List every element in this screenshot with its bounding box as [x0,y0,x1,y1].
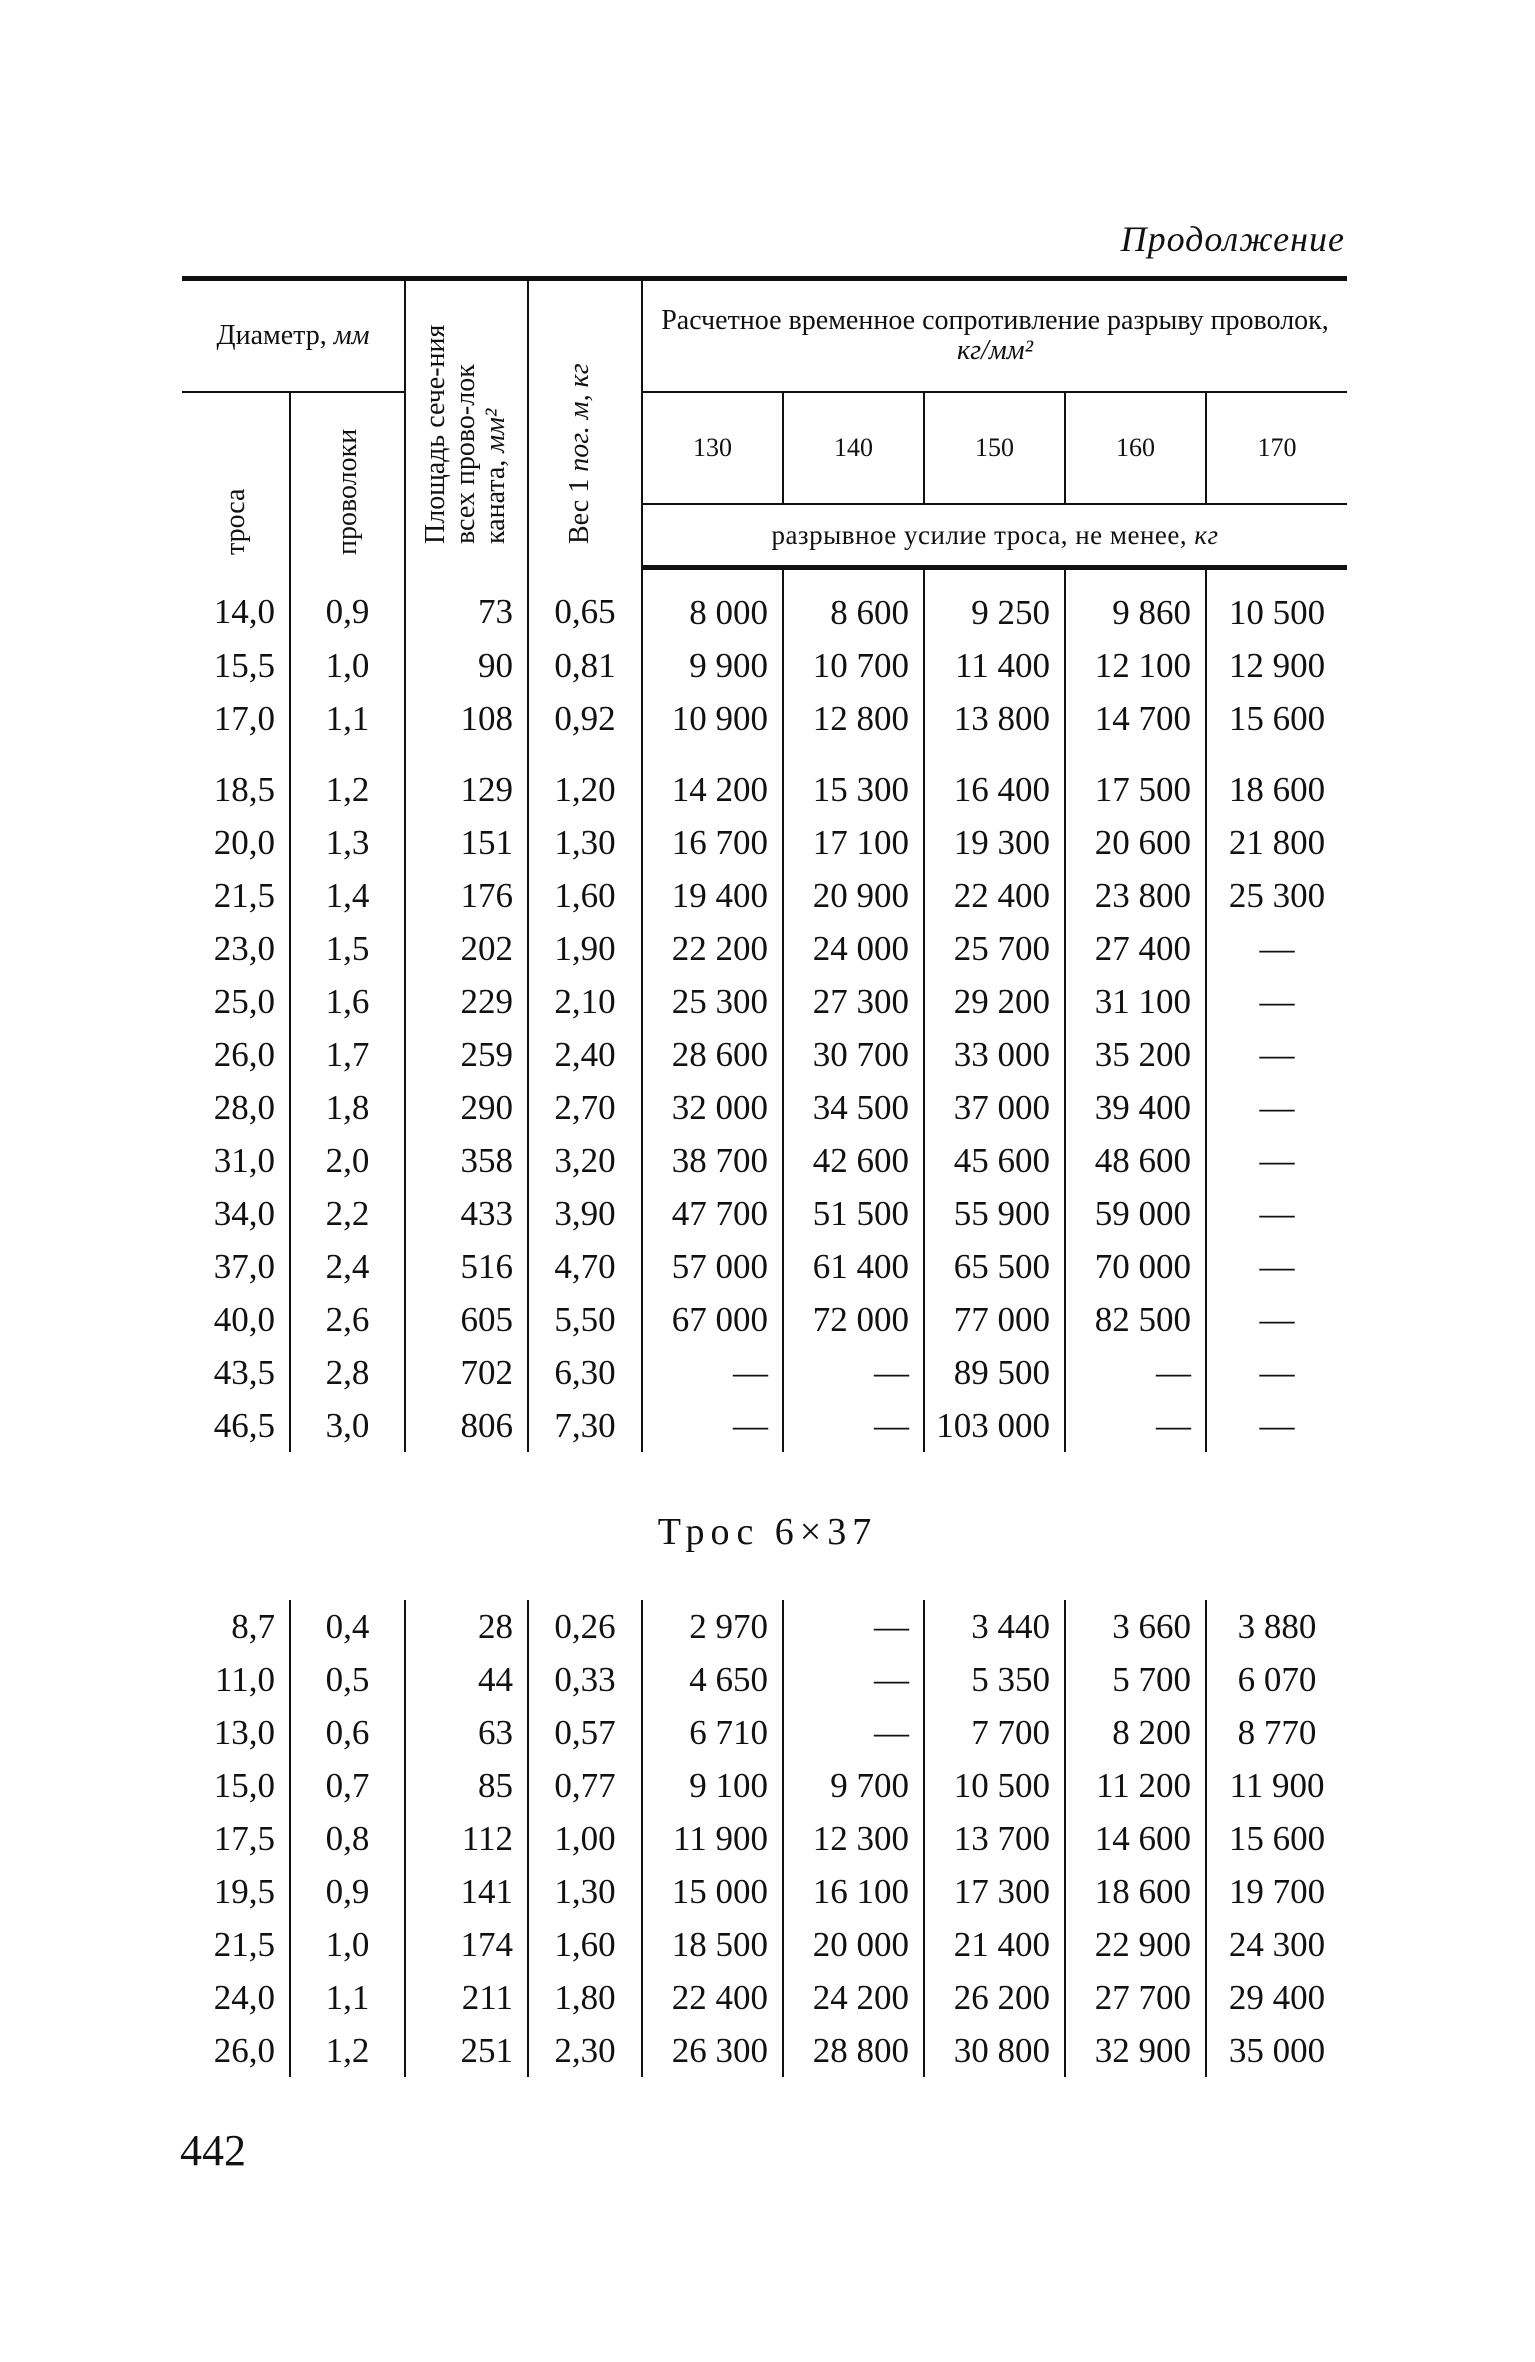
table-cell: 25,0 [213,982,275,1021]
table-cell: 34,0 [213,1194,275,1233]
table-cell: 32 900 [1065,2024,1206,2077]
table-cell: 12 900 [1206,639,1347,692]
rope-table [182,276,1347,1452]
table-cell: 9 100 [642,1759,783,1812]
table-cell: 19 300 [924,816,1065,869]
table-cell: 12 100 [1065,639,1206,692]
table-cell: 15 600 [1206,1812,1347,1865]
table-cell: 25 700 [924,922,1065,975]
table-cell: 30 700 [783,1028,924,1081]
table-cell: 202 [405,922,528,975]
table-cell: 4 650 [642,1653,783,1706]
table-cell: 21,5 [213,876,275,915]
table-cell: 15 300 [783,763,924,816]
table-cell: 28 600 [642,1028,783,1081]
table-cell: 259 [405,1028,528,1081]
table-cell: 251 [405,2024,528,2077]
table-cell: 1,6 [290,975,405,1028]
table-cell: 21 400 [924,1918,1065,1971]
table-cell: 38 700 [642,1134,783,1187]
table-cell: 1,60 [528,1918,642,1971]
table-cell: 25 300 [1206,869,1347,922]
table-cell: 18 500 [642,1918,783,1971]
table-cell: 16 700 [642,816,783,869]
table-row [182,869,1347,922]
table-cell: 40,0 [213,1300,275,1339]
table-cell: 176 [405,869,528,922]
table-cell: 17,5 [213,1819,275,1858]
table-row [182,1134,1347,1187]
table-cell: 90 [405,639,528,692]
spacer-cell [1206,745,1347,763]
spacer-cell [182,745,290,763]
table-cell: 1,20 [528,763,642,816]
table-cell: 0,6 [290,1706,405,1759]
table-cell: 17 300 [924,1865,1065,1918]
table-cell: 10 500 [924,1759,1065,1812]
table-cell: 8,7 [231,1607,275,1646]
table-cell: 129 [405,763,528,816]
table-cell: — [783,1346,924,1399]
table-cell: 33 000 [924,1028,1065,1081]
table-cell: 9 700 [783,1759,924,1812]
table-cell: 17 100 [783,816,924,869]
page-number: 442 [180,2126,246,2175]
table-cell: 61 400 [783,1240,924,1293]
table-cell: 0,65 [528,568,642,640]
table-cell: 19 700 [1206,1865,1347,1918]
table-cell: 48 600 [1065,1134,1206,1187]
table-cell: 5 700 [1065,1653,1206,1706]
table-cell: 1,80 [528,1971,642,2024]
table-cell: 24,0 [213,1978,275,2017]
rope-table-main [182,276,1347,1452]
table-row [182,1187,1347,1240]
table-cell: 290 [405,1081,528,1134]
table-cell: 15 000 [642,1865,783,1918]
table-cell: 63 [405,1706,528,1759]
table-row [182,1346,1347,1399]
table-cell: 1,7 [290,1028,405,1081]
table-cell: 0,26 [528,1600,642,1653]
table-cell: 32 000 [642,1081,783,1134]
table-cell: 14 200 [642,763,783,816]
header-grade-150: 150 [924,392,1065,504]
table-cell: — [1206,1240,1347,1293]
table-row [182,1600,1347,1653]
table-cell: 46,5 [213,1406,275,1445]
table-cell: 23 800 [1065,869,1206,922]
table-cell: 2,4 [290,1240,405,1293]
header-strength: Расчетное временное сопротивление разрыву проволок, кг/мм² [642,281,1347,392]
table1-body [182,568,1347,1453]
header-breaking-force: разрывное усилие троса, не менее, кг [642,504,1347,568]
table-row [182,1028,1347,1081]
header-grade-170: 170 [1206,392,1347,504]
table-cell: 17 500 [1065,763,1206,816]
table-row [182,1865,1347,1918]
table-cell: 1,30 [528,816,642,869]
table-cell: — [642,1399,783,1452]
table-cell: 47 700 [642,1187,783,1240]
table-cell: 151 [405,816,528,869]
table-cell: 9 900 [642,639,783,692]
table-cell: 82 500 [1065,1293,1206,1346]
table-cell: — [1206,1028,1347,1081]
table-cell: 22 400 [924,869,1065,922]
table-cell: 1,1 [290,692,405,745]
table-cell: 7,30 [528,1399,642,1452]
table-row [182,1759,1347,1812]
table-cell: 43,5 [213,1353,275,1392]
table-cell: 1,00 [528,1812,642,1865]
table-cell: 13,0 [213,1713,275,1752]
table-row [182,1812,1347,1865]
table-cell: 65 500 [924,1240,1065,1293]
table-cell: — [783,1399,924,1452]
table-cell: 73 [405,568,528,640]
table-row [182,2024,1347,2077]
table-cell: 27 400 [1065,922,1206,975]
table-cell: 6,30 [528,1346,642,1399]
table-cell: 2,8 [290,1346,405,1399]
table-cell: 18,5 [213,770,275,809]
header-weight: Вес 1 пог. м, кг [528,281,642,568]
table-cell: 14,0 [213,591,275,631]
table-cell: 26,0 [213,2031,275,2070]
table-cell: 21,5 [213,1925,275,1964]
table-cell: 24 300 [1206,1918,1347,1971]
table-row [182,639,1347,692]
table-cell: 8 200 [1065,1706,1206,1759]
table-cell: 702 [405,1346,528,1399]
table-cell: 1,60 [528,869,642,922]
spacer-cell [528,745,642,763]
table-cell: 30 800 [924,2024,1065,2077]
table-cell: 85 [405,1759,528,1812]
table-cell: — [1206,1081,1347,1134]
table-row [182,1971,1347,2024]
table-cell: 4,70 [528,1240,642,1293]
table-cell: 1,30 [528,1865,642,1918]
table-cell: 1,2 [290,2024,405,2077]
table-cell: 45 600 [924,1134,1065,1187]
table-cell: 1,3 [290,816,405,869]
table-cell: 16 400 [924,763,1065,816]
table-cell: 211 [405,1971,528,2024]
table-cell: 2,70 [528,1081,642,1134]
table-cell: 37 000 [924,1081,1065,1134]
table-cell: 5,50 [528,1293,642,1346]
table-cell: 6 070 [1206,1653,1347,1706]
table-cell: 77 000 [924,1293,1065,1346]
table-cell: 13 700 [924,1812,1065,1865]
table-cell: 15,5 [213,646,275,685]
table-cell: 3,0 [290,1399,405,1452]
table-cell: 3,20 [528,1134,642,1187]
table-cell: — [1206,922,1347,975]
table-cell: 11 900 [642,1812,783,1865]
table-cell: 24 000 [783,922,924,975]
table-row [182,1918,1347,1971]
table-cell: 605 [405,1293,528,1346]
table-cell: 31,0 [213,1141,275,1180]
table-cell: 0,33 [528,1653,642,1706]
table-cell: 27 300 [783,975,924,1028]
table-cell: 19 400 [642,869,783,922]
table-cell: 1,1 [290,1971,405,2024]
header-grade-160: 160 [1065,392,1206,504]
table-cell: 3 440 [924,1600,1065,1653]
table-cell: 59 000 [1065,1187,1206,1240]
table-cell: 31 100 [1065,975,1206,1028]
table-cell: — [1206,1293,1347,1346]
table-cell: 10 900 [642,692,783,745]
table-cell: 23,0 [213,929,275,968]
table-cell: 0,8 [290,1812,405,1865]
spacer-cell [642,745,783,763]
table-cell: 24 200 [783,1971,924,2024]
table-cell: 174 [405,1918,528,1971]
table-cell: 15,0 [213,1766,275,1805]
table-row [182,1240,1347,1293]
table-cell: 21 800 [1206,816,1347,869]
table-cell: — [1065,1346,1206,1399]
table-cell: 1,90 [528,922,642,975]
table-cell: — [642,1346,783,1399]
table-cell: 57 000 [642,1240,783,1293]
table-cell: 14 600 [1065,1812,1206,1865]
rope-table-6x37 [182,1600,1347,2077]
table-header [182,279,1347,568]
table-cell: 0,9 [290,1865,405,1918]
table-cell: 35 200 [1065,1028,1206,1081]
section-title: Трос 6×37 [657,1511,878,1553]
table-cell: 2,6 [290,1293,405,1346]
table-row [182,975,1347,1028]
table-cell: 34 500 [783,1081,924,1134]
table-cell: 0,57 [528,1706,642,1759]
table-cell: 51 500 [783,1187,924,1240]
header-diameter: Диаметр, мм [182,281,405,392]
table-cell: 72 000 [783,1293,924,1346]
table-cell: 0,92 [528,692,642,745]
table-cell: 11 400 [924,639,1065,692]
table-cell: 8 600 [783,568,924,640]
table-cell: — [783,1653,924,1706]
table-cell: 28,0 [213,1088,275,1127]
table-cell: 27 700 [1065,1971,1206,2024]
table-cell: — [1206,975,1347,1028]
table-cell: 1,0 [290,1918,405,1971]
table-row [182,1653,1347,1706]
table-cell: 0,81 [528,639,642,692]
table-cell: 70 000 [1065,1240,1206,1293]
table-cell: 26 200 [924,1971,1065,2024]
table-cell: 112 [405,1812,528,1865]
table-cell: 9 860 [1065,568,1206,640]
table-cell: 20 600 [1065,816,1206,869]
table-cell: 55 900 [924,1187,1065,1240]
table-cell: 10 700 [783,639,924,692]
table-cell: 28 800 [783,2024,924,2077]
table-cell: 18 600 [1206,763,1347,816]
table-cell: 1,5 [290,922,405,975]
table-cell: 2,0 [290,1134,405,1187]
table-row [182,1706,1347,1759]
table-cell: 19,5 [213,1872,275,1911]
table-cell: 42 600 [783,1134,924,1187]
table-cell: 29 400 [1206,1971,1347,2024]
table-cell: — [1065,1399,1206,1452]
table-cell: 1,8 [290,1081,405,1134]
table-cell: 67 000 [642,1293,783,1346]
table-cell: 3,90 [528,1187,642,1240]
table-cell: 15 600 [1206,692,1347,745]
table-cell: 1,0 [290,639,405,692]
table-cell: 89 500 [924,1346,1065,1399]
table-cell: 108 [405,692,528,745]
table-cell: — [783,1706,924,1759]
table-cell: 20 900 [783,869,924,922]
table-row [182,816,1347,869]
table-row [182,922,1347,975]
table-cell: 6 710 [642,1706,783,1759]
spacer-cell [290,745,405,763]
table-cell: 9 250 [924,568,1065,640]
table-cell: 103 000 [924,1399,1065,1452]
table-cell: 28 [405,1600,528,1653]
spacer-cell [924,745,1065,763]
table-cell: 2,40 [528,1028,642,1081]
table-cell: 12 800 [783,692,924,745]
table-cell: 18 600 [1065,1865,1206,1918]
table-cell: 11 900 [1206,1759,1347,1812]
spacer-cell [783,745,924,763]
table-cell: 22 400 [642,1971,783,2024]
table-cell: 2,2 [290,1187,405,1240]
table-cell: 3 880 [1206,1600,1347,1653]
table-cell: 516 [405,1240,528,1293]
spacer-cell [405,745,528,763]
table-cell: 35 000 [1206,2024,1347,2077]
table-cell: 358 [405,1134,528,1187]
table-row [182,1081,1347,1134]
table-cell: 26,0 [213,1035,275,1074]
rope-table-2 [182,1600,1347,2077]
table-cell: 13 800 [924,692,1065,745]
table-cell: 29 200 [924,975,1065,1028]
table-cell: 8 770 [1206,1706,1347,1759]
table-cell: 20,0 [213,823,275,862]
table-cell: 5 350 [924,1653,1065,1706]
table-row [182,1399,1347,1452]
row-spacer [182,745,1347,763]
table-cell: 20 000 [783,1918,924,1971]
header-area: Площадь сече-ния всех прово-лок каната, мм² [405,281,528,568]
table-cell: 2,30 [528,2024,642,2077]
table-cell: 3 660 [1065,1600,1206,1653]
table-cell: 2 970 [642,1600,783,1653]
header-wire: проволоки [290,392,405,568]
table-cell: 16 100 [783,1865,924,1918]
table-cell: — [1206,1134,1347,1187]
table-cell: 44 [405,1653,528,1706]
table-cell: 1,2 [290,763,405,816]
header-grade-130: 130 [642,392,783,504]
header-grade-140: 140 [783,392,924,504]
table-cell: — [1206,1346,1347,1399]
table-cell: 22 200 [642,922,783,975]
table2-body [182,1600,1347,2077]
table-cell: 25 300 [642,975,783,1028]
table-cell: 433 [405,1187,528,1240]
table-row [182,568,1347,640]
table-cell: — [783,1600,924,1653]
table-cell: 8 000 [642,568,783,640]
table-cell: 229 [405,975,528,1028]
table-cell: 0,9 [290,568,405,640]
table-cell: 26 300 [642,2024,783,2077]
table-cell: 22 900 [1065,1918,1206,1971]
table-cell: 39 400 [1065,1081,1206,1134]
table-row [182,692,1347,745]
table-cell: 806 [405,1399,528,1452]
header-rope: троса [219,488,251,556]
table-cell: 11 200 [1065,1759,1206,1812]
table-cell: 14 700 [1065,692,1206,745]
table-cell: 141 [405,1865,528,1918]
table-cell: — [1206,1187,1347,1240]
table-cell: 10 500 [1206,568,1347,640]
table-cell: 2,10 [528,975,642,1028]
table-row [182,1293,1347,1346]
table-cell: 0,5 [290,1653,405,1706]
table-cell: 37,0 [213,1247,275,1286]
table-cell: 17,0 [213,699,275,738]
table-cell: 0,77 [528,1759,642,1812]
table-cell: 12 300 [783,1812,924,1865]
table-cell: 7 700 [924,1706,1065,1759]
table-row [182,763,1347,816]
table-cell: 11,0 [215,1660,275,1699]
spacer-cell [1065,745,1206,763]
table-cell: — [1206,1399,1347,1452]
table-cell: 1,4 [290,869,405,922]
continuation-label: Продолжение [1120,219,1345,259]
table-cell: 0,7 [290,1759,405,1812]
table-cell: 0,4 [290,1600,405,1653]
